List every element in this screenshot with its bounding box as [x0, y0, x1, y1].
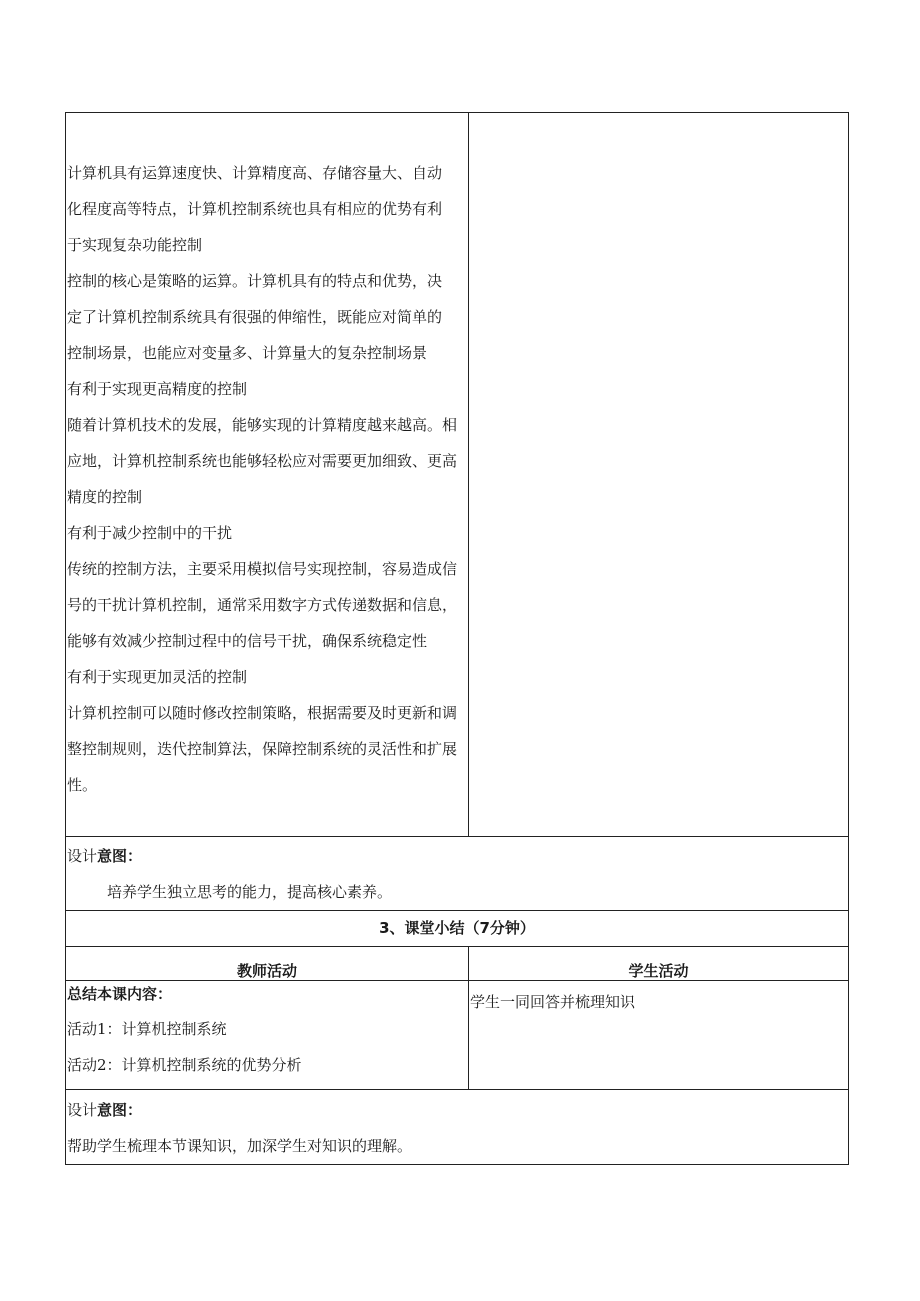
summary-label: 总结本课内容：	[67, 985, 173, 1003]
design-intent-prefix: 设计	[67, 1101, 98, 1119]
row-divider-5	[65, 1089, 849, 1090]
section-heading: 3、课堂小结（7分钟）	[379, 919, 535, 937]
student-activity-text: 学生一同回答并梳理知识	[470, 993, 636, 1011]
activity-2: 活动2：计算机控制系统的优势分析	[67, 1056, 302, 1074]
body-line: 有利于实现更高精度的控制	[67, 380, 248, 398]
design-intent-content: 培养学生独立思考的能力，提高核心素养。	[107, 883, 393, 901]
design-intent-prefix: 设计	[67, 847, 98, 865]
design-intent-label	[67, 846, 142, 866]
column-divider-upper	[468, 112, 469, 837]
table-border-bottom	[65, 1164, 849, 1165]
body-line: 计算机控制可以随时修改控制策略，根据需要及时更新和调	[67, 704, 458, 722]
activity-1: 活动1：计算机控制系统	[67, 1020, 227, 1038]
design-intent-content: 帮助学生梳理本节课知识，加深学生对知识的理解。	[67, 1137, 413, 1155]
design-intent-label-bold: 意图：	[97, 1101, 143, 1119]
body-line: 号的干扰计算机控制，通常采用数字方式传递数据和信息，	[67, 596, 458, 614]
body-line: 化程度高等特点，计算机控制系统也具有相应的优势有利	[67, 200, 443, 218]
body-line: 控制的核心是策略的运算。计算机具有的特点和优势，决	[67, 272, 443, 290]
teacher-activity-header: 教师活动	[236, 962, 297, 980]
table-border-right	[848, 112, 849, 1165]
student-activity-header: 学生活动	[628, 962, 689, 980]
design-intent-label	[67, 1100, 142, 1120]
body-line: 精度的控制	[67, 488, 143, 506]
body-line: 定了计算机控制系统具有很强的伸缩性，既能应对简单的	[67, 308, 443, 326]
body-line: 有利于减少控制中的干扰	[67, 524, 233, 542]
row-divider-2	[65, 910, 849, 911]
body-line: 应地，计算机控制系统也能够轻松应对需要更加细致、更高	[67, 452, 458, 470]
row-divider-3	[65, 946, 849, 947]
body-line: 能够有效减少控制过程中的信号干扰，确保系统稳定性	[67, 632, 428, 650]
body-line: 传统的控制方法，主要采用模拟信号实现控制，容易造成信	[67, 560, 458, 578]
body-line: 随着计算机技术的发展，能够实现的计算精度越来越高。相	[67, 416, 458, 434]
table-border-top	[65, 112, 849, 113]
row-divider-1	[65, 836, 849, 837]
table-border-left	[65, 112, 66, 1165]
body-line: 控制场景，也能应对变量多、计算量大的复杂控制场景	[67, 344, 428, 362]
body-line: 计算机具有运算速度快、计算精度高、存储容量大、自动	[67, 164, 443, 182]
body-line: 整控制规则，迭代控制算法，保障控制系统的灵活性和扩展	[67, 740, 458, 758]
design-intent-label-bold: 意图：	[97, 847, 143, 865]
body-line: 有利于实现更加灵活的控制	[67, 668, 248, 686]
body-line: 于实现复杂功能控制	[67, 236, 203, 254]
body-line: 性。	[67, 776, 98, 794]
